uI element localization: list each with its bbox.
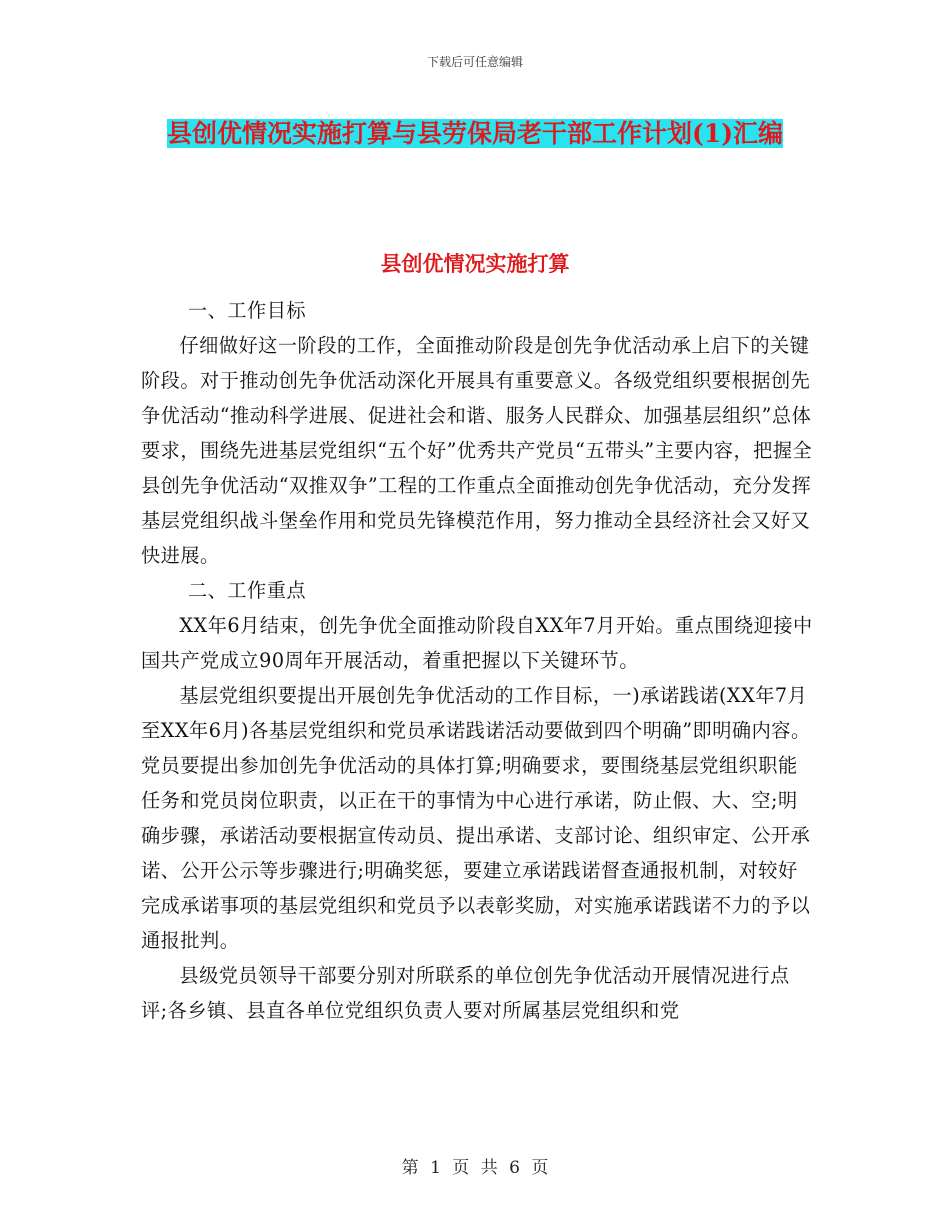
- document-title-text: 县创优情况实施打算与县劳保局老干部工作计划(1)汇编: [166, 119, 784, 148]
- paragraph-work-focus: XX年6月结束，创先争优全面推动阶段自XX年7月开始。重点围绕迎接中国共产党成立90周年开展活动，着重把握以下关键环节。: [141, 614, 813, 672]
- document-title: [140, 112, 810, 155]
- header-note: 下载后可任意编辑: [426, 55, 523, 69]
- document-body: [141, 293, 816, 1028]
- heading-work-goal: 一、工作目标: [188, 299, 307, 322]
- page-footer: 第 1 页 共 6 页: [401, 1158, 549, 1178]
- paragraph-commitment: 基层党组织要提出开展创先争优活动的工作目标，一)承诺践诺(XX年7月至XX年6月)各基层党组织和党员承诺践诺活动要做到四个明确”即明确内容。党员要提出参加创先争优活动的具体打算;明确要求，要围绕基层党组织职能任务和党员岗位职责，以正在干的事情为中心进行承诺，防止假、大、空;明确步骤，承诺活动要根据宣传动员、提出承诺、支部讨论、组织审定、公开承诺、公开公示等步骤进行;明确奖惩，要建立承诺践诺督查通报机制，对较好完成承诺事项的基层党组织和党员予以表彰奖励，对实施承诺践诺不力的予以通报批判。: [141, 684, 811, 952]
- heading-work-focus: 二、工作重点: [188, 579, 307, 602]
- section-title: 县创优情况实施打算: [380, 251, 570, 276]
- paragraph-review: 县级党员领导干部要分别对所联系的单位创先争优活动开展情况进行点评;各乡镇、县直各单位党组织负责人要对所属基层党组织和党: [141, 964, 790, 1022]
- paragraph-work-goal: 仔细做好这一阶段的工作，全面推动阶段是创先争优活动承上启下的关键阶段。对于推动创先争优活动深化开展具有重要意义。各级党组织要根据创先争优活动“推动科学进展、促进社会和谐、服务人民群众、加强基层组织”总体要求，围绕先进基层党组织“五个好”优秀共产党员“五带头”主要内容，把握全县创先争优活动“双推双争”工程的工作重点全面推动创先争优活动，充分发挥基层党组织战斗堡垒作用和党员先锋模范作用，努力推动全县经济社会又好又快进展。: [141, 334, 813, 567]
